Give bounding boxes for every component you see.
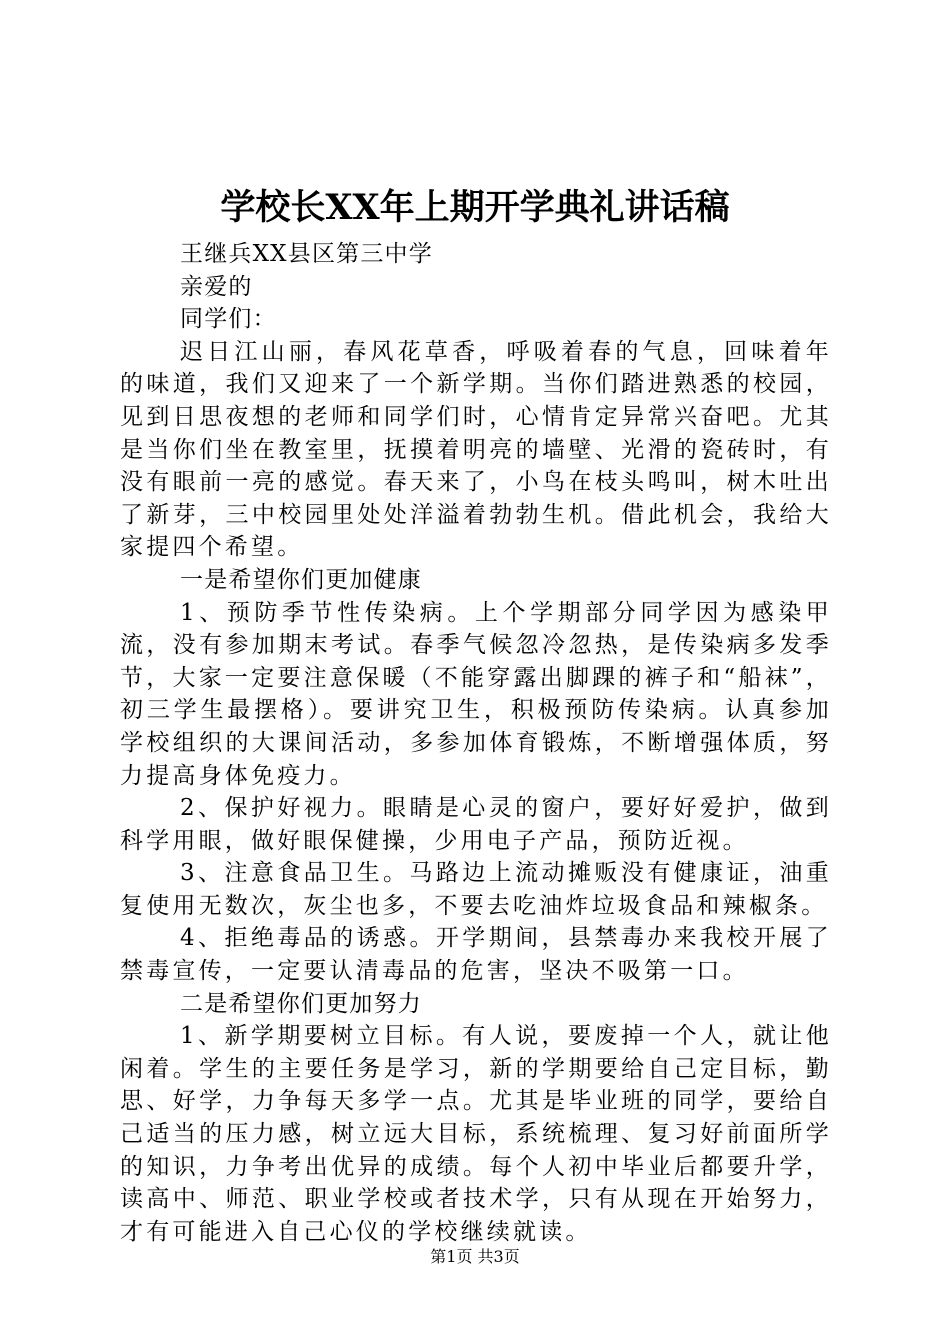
- document-title: 学校长XX年上期开学典礼讲话稿: [220, 187, 730, 228]
- paragraph-item-1-3: 3、注意食品卫生。马路边上流动摊贩没有健康证，油重复使用无数次，灰尘也多，不要去吃油炸垃圾食品和辣椒条。: [120, 860, 832, 919]
- author-line: 王继兵XX县区第三中学: [180, 241, 433, 267]
- paragraph-item-1-4: 4、拒绝毒品的诱惑。开学期间，县禁毒办来我校开展了禁毒宣传，一定要认清毒品的危害，坚决不吸第一口。: [120, 925, 832, 985]
- paragraph-intro: 迟日江山丽，春风花草香，呼吸着春的气息，回味着年的味道，我们又迎来了一个新学期。当你们踏进熟悉的校园，见到日思夜想的老师和同学们时，心情肯定异常兴奋吧。尤其是当你们坐在教室里，抚摸着明亮的墙壁、光滑的瓷砖时，有没有眼前一亮的感觉。春天来了，小鸟在枝头鸣叫，树木吐出了新芽，三中校园里处处洋溢着勃勃生机。借此机会，我给大家提四个希望。: [120, 338, 832, 561]
- paragraph-item-1-1: 1、预防季节性传染病。上个学期部分同学因为感染甲流，没有参加期末考试。春季气候忽冷忽热，是传染病多发季节，大家一定要注意保暖（不能穿露出脚踝的裤子和“船袜”，初三学生最摆格）。要讲究卫生，积极预防传染病。认真参加学校组织的大课间活动，多参加体育锻炼，不断增强体质，努力提高身体免疫力。: [120, 599, 832, 789]
- salutation-line-1: 亲爱的: [180, 273, 253, 300]
- paragraph-item-2-1: 1、新学期要树立目标。有人说，要废掉一个人，就让他闲着。学生的主要任务是学习，新的学期要给自己定目标，勤思、好学，力争每天多学一点。尤其是毕业班的同学，要给自己适当的压力感，树立远大目标，系统梳理、复习好前面所学的知识，力争考出优异的成绩。每个人初中毕业后都要升学，读高中、师范、职业学校或者技术学，只有从现在开始努力，才有可能进入自己心仪的学校继续就读。: [120, 1023, 832, 1245]
- salutation-line-2: 同学们：: [180, 306, 277, 333]
- section-heading-1: 一是希望你们更加健康: [180, 566, 422, 593]
- section-heading-2: 二是希望你们更加努力: [180, 990, 422, 1017]
- page-footer: 第1页 共3页: [430, 1247, 520, 1266]
- paragraph-item-1-2: 2、保护好视力。眼睛是心灵的窗户，要好好爱护，做到科学用眼，做好眼保健操，少用电子产品，预防近视。: [120, 795, 832, 854]
- document-body: [120, 238, 832, 1248]
